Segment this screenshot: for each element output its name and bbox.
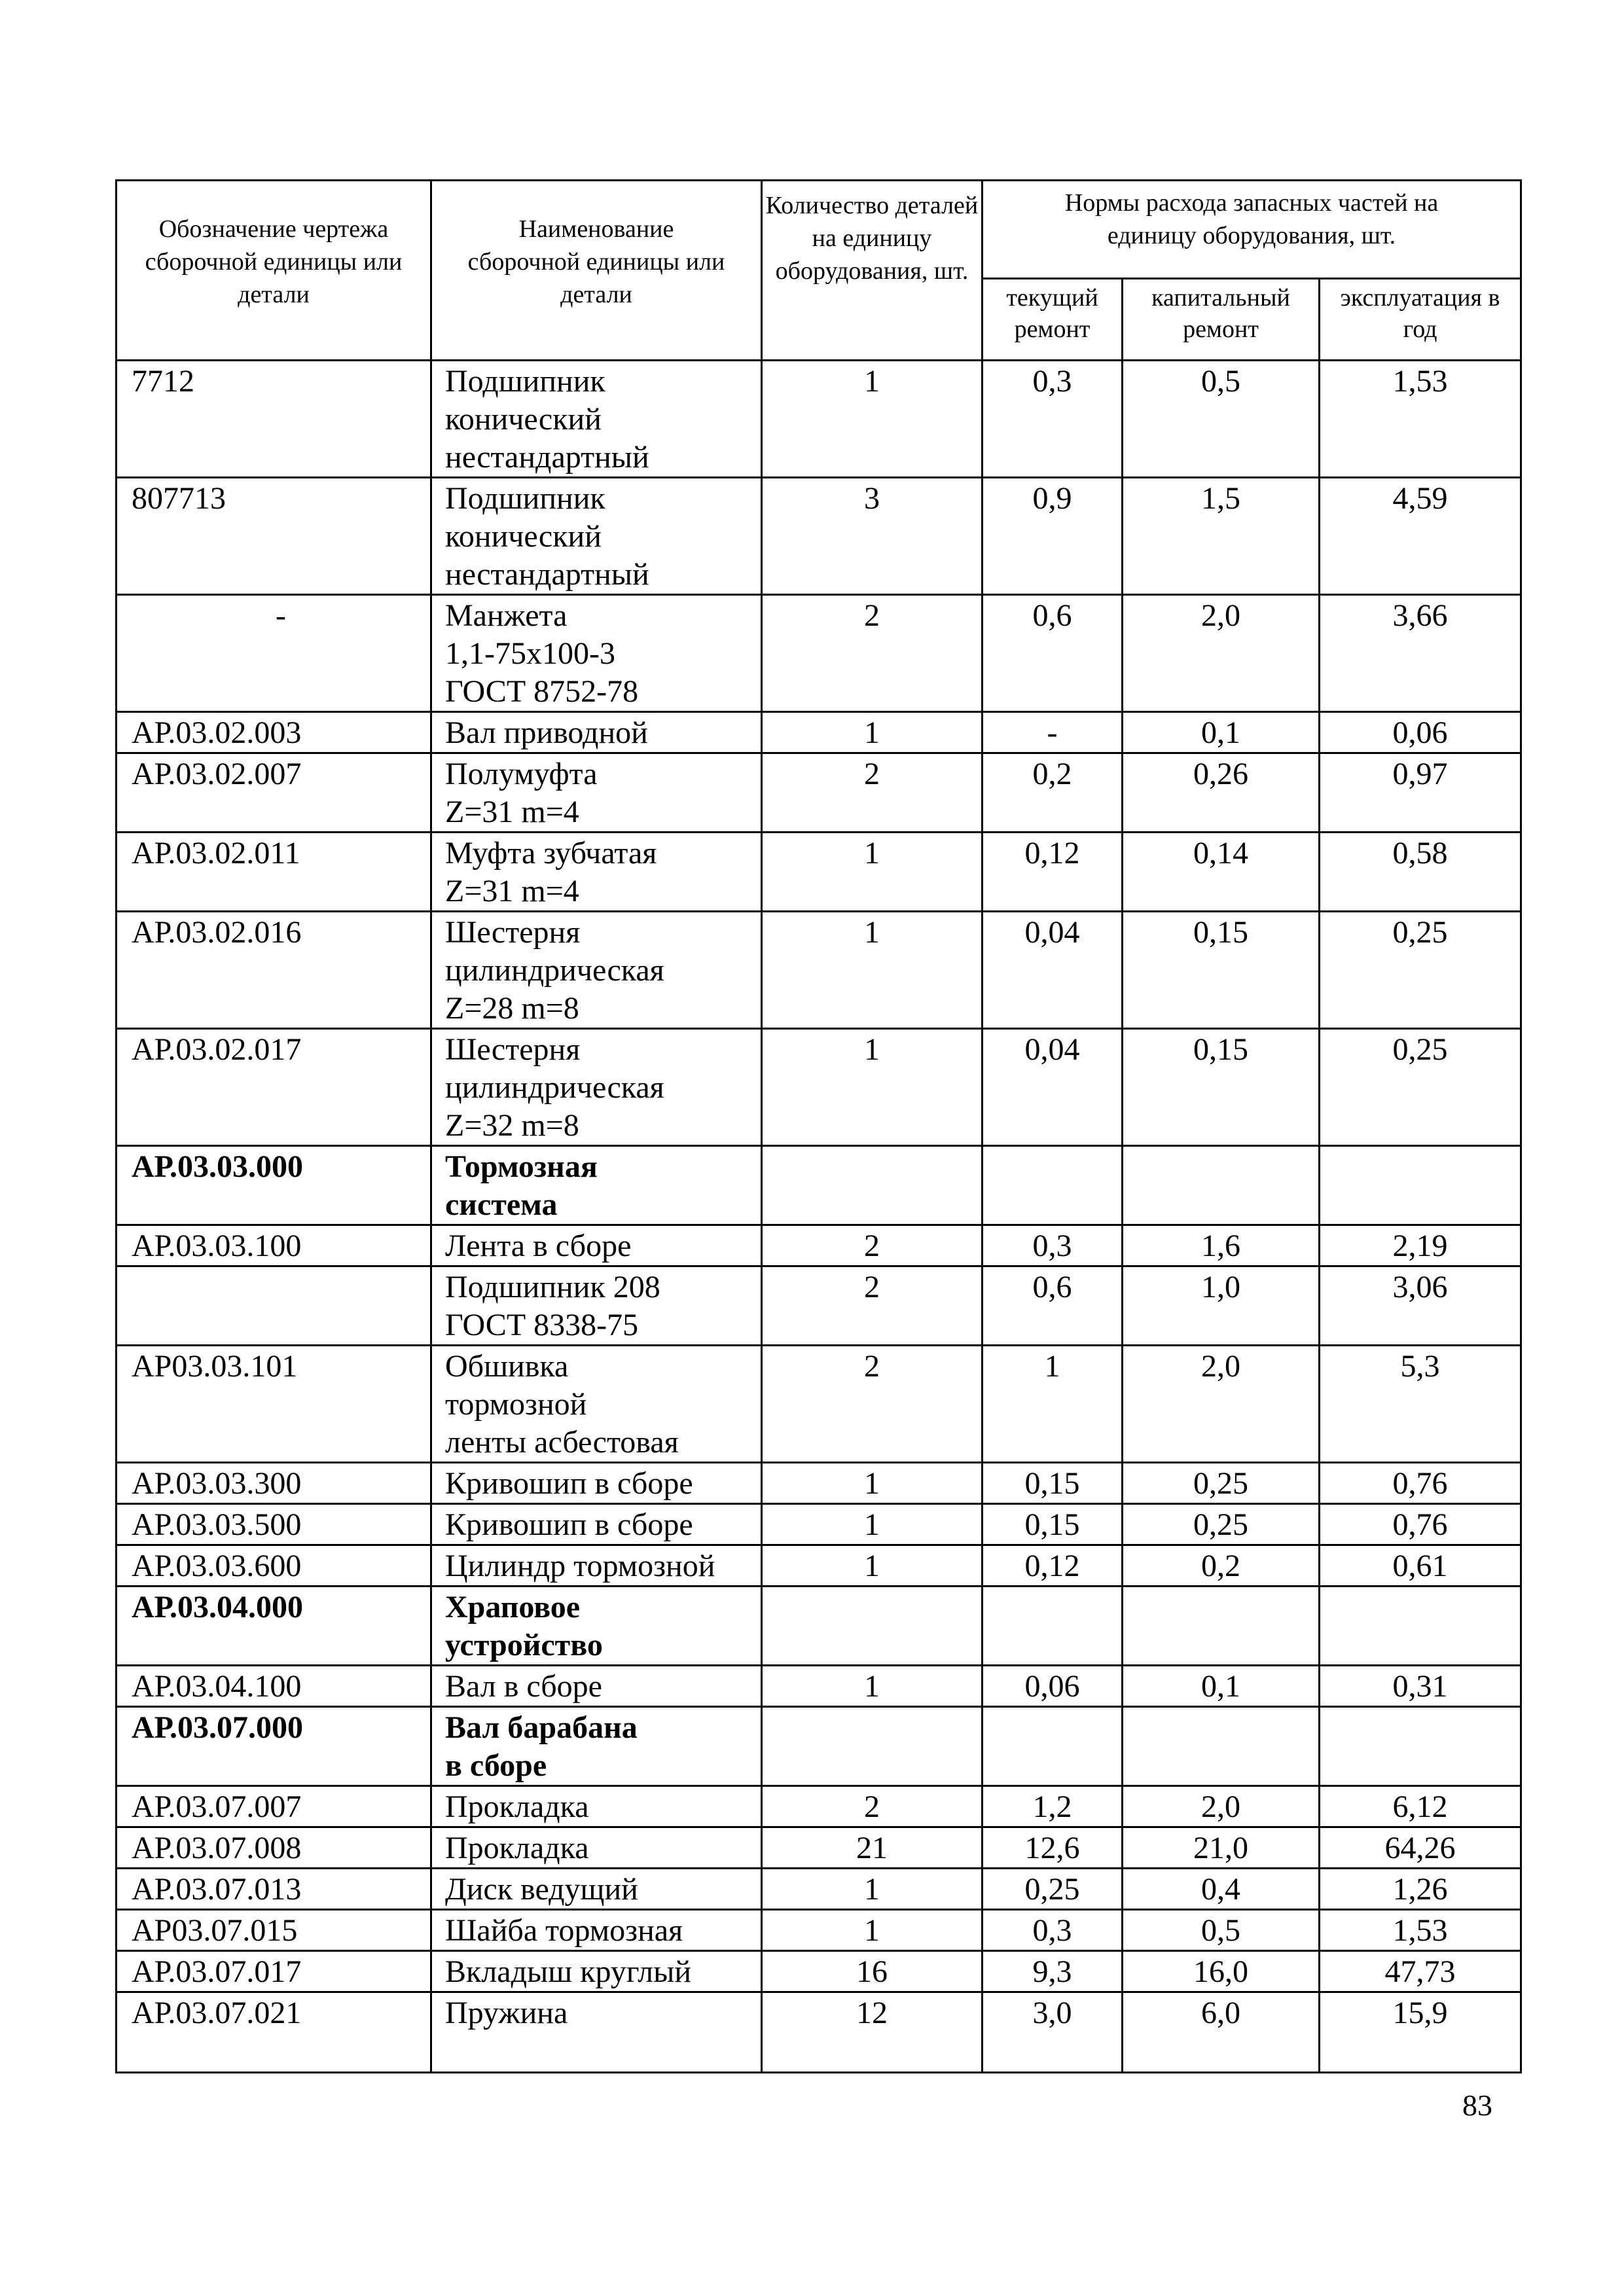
table-row [117, 753, 1521, 833]
cell-exploitation: 5,3 [1320, 1346, 1521, 1463]
cell-current-repair: 0,3 [983, 1910, 1123, 1951]
cell-exploitation: 6,12 [1320, 1786, 1521, 1827]
cell-capital-repair: 0,5 [1123, 1910, 1320, 1951]
cell-code: АР.03.03.600 [117, 1545, 431, 1587]
table-row [117, 1827, 1521, 1869]
cell-current-repair: 0,2 [983, 753, 1123, 833]
cell-name: Подшипник 208 ГОСТ 8338-75 [431, 1266, 762, 1346]
header-exploitation: эксплуатация в год [1320, 279, 1521, 361]
cell-name: Обшивка тормозной ленты асбестовая [431, 1346, 762, 1463]
cell-current-repair [983, 1146, 1123, 1225]
cell-exploitation: 64,26 [1320, 1827, 1521, 1869]
spare-parts-table [115, 179, 1522, 2073]
cell-current-repair: 3,0 [983, 1992, 1123, 2073]
cell-exploitation: 0,31 [1320, 1666, 1521, 1707]
cell-quantity [762, 1146, 983, 1225]
cell-current-repair [983, 1707, 1123, 1786]
cell-code: АР.03.02.016 [117, 912, 431, 1029]
cell-capital-repair: 6,0 [1123, 1992, 1320, 2073]
table-row [117, 1266, 1521, 1346]
cell-code: АР.03.04.000 [117, 1587, 431, 1666]
cell-capital-repair: 0,15 [1123, 912, 1320, 1029]
cell-exploitation: 3,06 [1320, 1266, 1521, 1346]
cell-exploitation: 15,9 [1320, 1992, 1521, 2073]
cell-code: АР.03.07.021 [117, 1992, 431, 2073]
cell-code: АР.03.02.007 [117, 753, 431, 833]
cell-code: АР.03.02.017 [117, 1029, 431, 1146]
cell-exploitation: 0,61 [1320, 1545, 1521, 1587]
cell-code: 807713 [117, 478, 431, 595]
cell-name: Полумуфта Z=31 m=4 [431, 753, 762, 833]
cell-quantity: 1 [762, 1504, 983, 1545]
cell-current-repair: 0,04 [983, 912, 1123, 1029]
cell-code: АР.03.02.011 [117, 833, 431, 912]
cell-exploitation: 0,06 [1320, 712, 1521, 753]
cell-code: АР.03.03.300 [117, 1463, 431, 1504]
cell-capital-repair: 2,0 [1123, 1346, 1320, 1463]
cell-code [117, 1266, 431, 1346]
cell-quantity: 16 [762, 1951, 983, 1992]
cell-capital-repair: 0,5 [1123, 361, 1320, 478]
cell-name: Храповое устройство [431, 1587, 762, 1666]
cell-name: Тормозная система [431, 1146, 762, 1225]
table-row [117, 1992, 1521, 2073]
cell-exploitation: 1,53 [1320, 1910, 1521, 1951]
group-row [117, 1146, 1521, 1225]
cell-quantity: 21 [762, 1827, 983, 1869]
cell-name: Вал приводной [431, 712, 762, 753]
cell-quantity: 2 [762, 1266, 983, 1346]
cell-quantity: 1 [762, 1545, 983, 1587]
cell-exploitation [1320, 1587, 1521, 1666]
cell-code: АР.03.07.007 [117, 1786, 431, 1827]
cell-name: Лента в сборе [431, 1225, 762, 1266]
cell-code: АР.03.07.013 [117, 1869, 431, 1910]
cell-current-repair: 0,3 [983, 1225, 1123, 1266]
cell-capital-repair: 2,0 [1123, 1786, 1320, 1827]
cell-capital-repair: 0,14 [1123, 833, 1320, 912]
cell-quantity: 1 [762, 1666, 983, 1707]
cell-current-repair: 12,6 [983, 1827, 1123, 1869]
cell-name: Пружина [431, 1992, 762, 2073]
cell-current-repair: - [983, 712, 1123, 753]
cell-code: АР.03.07.008 [117, 1827, 431, 1869]
cell-name: Подшипник конический нестандартный [431, 361, 762, 478]
cell-code: АР.03.03.100 [117, 1225, 431, 1266]
cell-current-repair: 0,25 [983, 1869, 1123, 1910]
cell-quantity: 2 [762, 595, 983, 712]
header-norms: Нормы расхода запасных частей на единицу оборудования, шт. [983, 181, 1521, 279]
cell-name: Вкладыш круглый [431, 1951, 762, 1992]
cell-capital-repair [1123, 1146, 1320, 1225]
cell-code: АР.03.07.017 [117, 1951, 431, 1992]
cell-capital-repair: 2,0 [1123, 595, 1320, 712]
cell-code: АР.03.03.000 [117, 1146, 431, 1225]
cell-current-repair: 0,12 [983, 833, 1123, 912]
cell-current-repair: 0,3 [983, 361, 1123, 478]
header-quantity: Количество деталей на единицу оборудования, шт. [762, 181, 983, 361]
cell-capital-repair: 1,5 [1123, 478, 1320, 595]
cell-capital-repair: 0,25 [1123, 1463, 1320, 1504]
header-code: Обозначение чертежа сборочной единицы или детали [117, 181, 431, 361]
table-row [117, 1463, 1521, 1504]
cell-code: 7712 [117, 361, 431, 478]
cell-code: АР.03.03.500 [117, 1504, 431, 1545]
cell-capital-repair: 0,2 [1123, 1545, 1320, 1587]
table-row [117, 1869, 1521, 1910]
table-row [117, 833, 1521, 912]
cell-name: Кривошип в сборе [431, 1504, 762, 1545]
cell-current-repair: 0,12 [983, 1545, 1123, 1587]
group-row [117, 1707, 1521, 1786]
cell-capital-repair: 0,1 [1123, 1666, 1320, 1707]
cell-current-repair: 0,6 [983, 1266, 1123, 1346]
cell-exploitation: 0,76 [1320, 1504, 1521, 1545]
cell-code: АР03.03.101 [117, 1346, 431, 1463]
table-row [117, 1951, 1521, 1992]
header-capital-repair: капитальный ремонт [1123, 279, 1320, 361]
cell-capital-repair: 0,4 [1123, 1869, 1320, 1910]
cell-quantity: 1 [762, 1869, 983, 1910]
cell-capital-repair: 0,15 [1123, 1029, 1320, 1146]
cell-capital-repair: 1,0 [1123, 1266, 1320, 1346]
cell-exploitation: 0,25 [1320, 912, 1521, 1029]
table-row [117, 478, 1521, 595]
cell-name: Шайба тормозная [431, 1910, 762, 1951]
table-row [117, 1910, 1521, 1951]
header-current-repair: текущий ремонт [983, 279, 1123, 361]
cell-current-repair: 1,2 [983, 1786, 1123, 1827]
cell-capital-repair: 0,1 [1123, 712, 1320, 753]
cell-quantity [762, 1707, 983, 1786]
cell-name: Вал барабана в сборе [431, 1707, 762, 1786]
table-row [117, 1225, 1521, 1266]
cell-current-repair: 0,9 [983, 478, 1123, 595]
cell-exploitation: 2,19 [1320, 1225, 1521, 1266]
cell-capital-repair: 0,25 [1123, 1504, 1320, 1545]
cell-quantity: 1 [762, 361, 983, 478]
cell-quantity: 2 [762, 1225, 983, 1266]
table-row [117, 912, 1521, 1029]
cell-quantity: 1 [762, 712, 983, 753]
cell-exploitation: 1,53 [1320, 361, 1521, 478]
cell-name: Прокладка [431, 1827, 762, 1869]
table-row [117, 1346, 1521, 1463]
cell-quantity: 1 [762, 1463, 983, 1504]
cell-quantity: 3 [762, 478, 983, 595]
cell-code: АР.03.07.000 [117, 1707, 431, 1786]
cell-exploitation: 0,58 [1320, 833, 1521, 912]
table-row [117, 595, 1521, 712]
cell-name: Вал в сборе [431, 1666, 762, 1707]
cell-name: Подшипник конический нестандартный [431, 478, 762, 595]
cell-capital-repair: 0,26 [1123, 753, 1320, 833]
table-row [117, 712, 1521, 753]
table-header [117, 181, 1521, 361]
cell-name: Манжета 1,1-75х100-3 ГОСТ 8752-78 [431, 595, 762, 712]
cell-quantity: 1 [762, 1029, 983, 1146]
cell-code: АР03.07.015 [117, 1910, 431, 1951]
cell-name: Кривошип в сборе [431, 1463, 762, 1504]
cell-exploitation [1320, 1146, 1521, 1225]
cell-name: Цилиндр тормозной [431, 1545, 762, 1587]
cell-exploitation: 3,66 [1320, 595, 1521, 712]
table-body [117, 361, 1521, 2073]
cell-quantity: 1 [762, 833, 983, 912]
page-number: 83 [1462, 2089, 1492, 2122]
cell-code: АР.03.02.003 [117, 712, 431, 753]
cell-capital-repair: 16,0 [1123, 1951, 1320, 1992]
cell-quantity: 2 [762, 1786, 983, 1827]
table-row [117, 1545, 1521, 1587]
cell-capital-repair: 1,6 [1123, 1225, 1320, 1266]
cell-name: Прокладка [431, 1786, 762, 1827]
cell-current-repair: 0,15 [983, 1463, 1123, 1504]
cell-capital-repair: 21,0 [1123, 1827, 1320, 1869]
cell-quantity: 2 [762, 1346, 983, 1463]
cell-capital-repair [1123, 1587, 1320, 1666]
table-row [117, 1029, 1521, 1146]
cell-name: Шестерня цилиндрическая Z=32 m=8 [431, 1029, 762, 1146]
cell-quantity: 12 [762, 1992, 983, 2073]
cell-name: Диск ведущий [431, 1869, 762, 1910]
header-name: Наименование сборочной единицы или детали [431, 181, 762, 361]
cell-exploitation: 47,73 [1320, 1951, 1521, 1992]
cell-current-repair: 0,06 [983, 1666, 1123, 1707]
cell-exploitation: 0,25 [1320, 1029, 1521, 1146]
cell-quantity: 2 [762, 753, 983, 833]
table-row [117, 1504, 1521, 1545]
cell-current-repair: 9,3 [983, 1951, 1123, 1992]
cell-current-repair: 0,15 [983, 1504, 1123, 1545]
cell-quantity [762, 1587, 983, 1666]
cell-exploitation: 0,76 [1320, 1463, 1521, 1504]
cell-quantity: 1 [762, 1910, 983, 1951]
cell-exploitation: 4,59 [1320, 478, 1521, 595]
table-row [117, 1786, 1521, 1827]
cell-exploitation [1320, 1707, 1521, 1786]
cell-code: АР.03.04.100 [117, 1666, 431, 1707]
cell-exploitation: 1,26 [1320, 1869, 1521, 1910]
cell-current-repair: 1 [983, 1346, 1123, 1463]
cell-current-repair: 0,6 [983, 595, 1123, 712]
cell-name: Шестерня цилиндрическая Z=28 m=8 [431, 912, 762, 1029]
cell-name: Муфта зубчатая Z=31 m=4 [431, 833, 762, 912]
cell-capital-repair [1123, 1707, 1320, 1786]
table-row [117, 1666, 1521, 1707]
cell-current-repair [983, 1587, 1123, 1666]
cell-quantity: 1 [762, 912, 983, 1029]
cell-code: - [117, 595, 431, 712]
cell-exploitation: 0,97 [1320, 753, 1521, 833]
cell-current-repair: 0,04 [983, 1029, 1123, 1146]
group-row [117, 1587, 1521, 1666]
table-row [117, 361, 1521, 478]
